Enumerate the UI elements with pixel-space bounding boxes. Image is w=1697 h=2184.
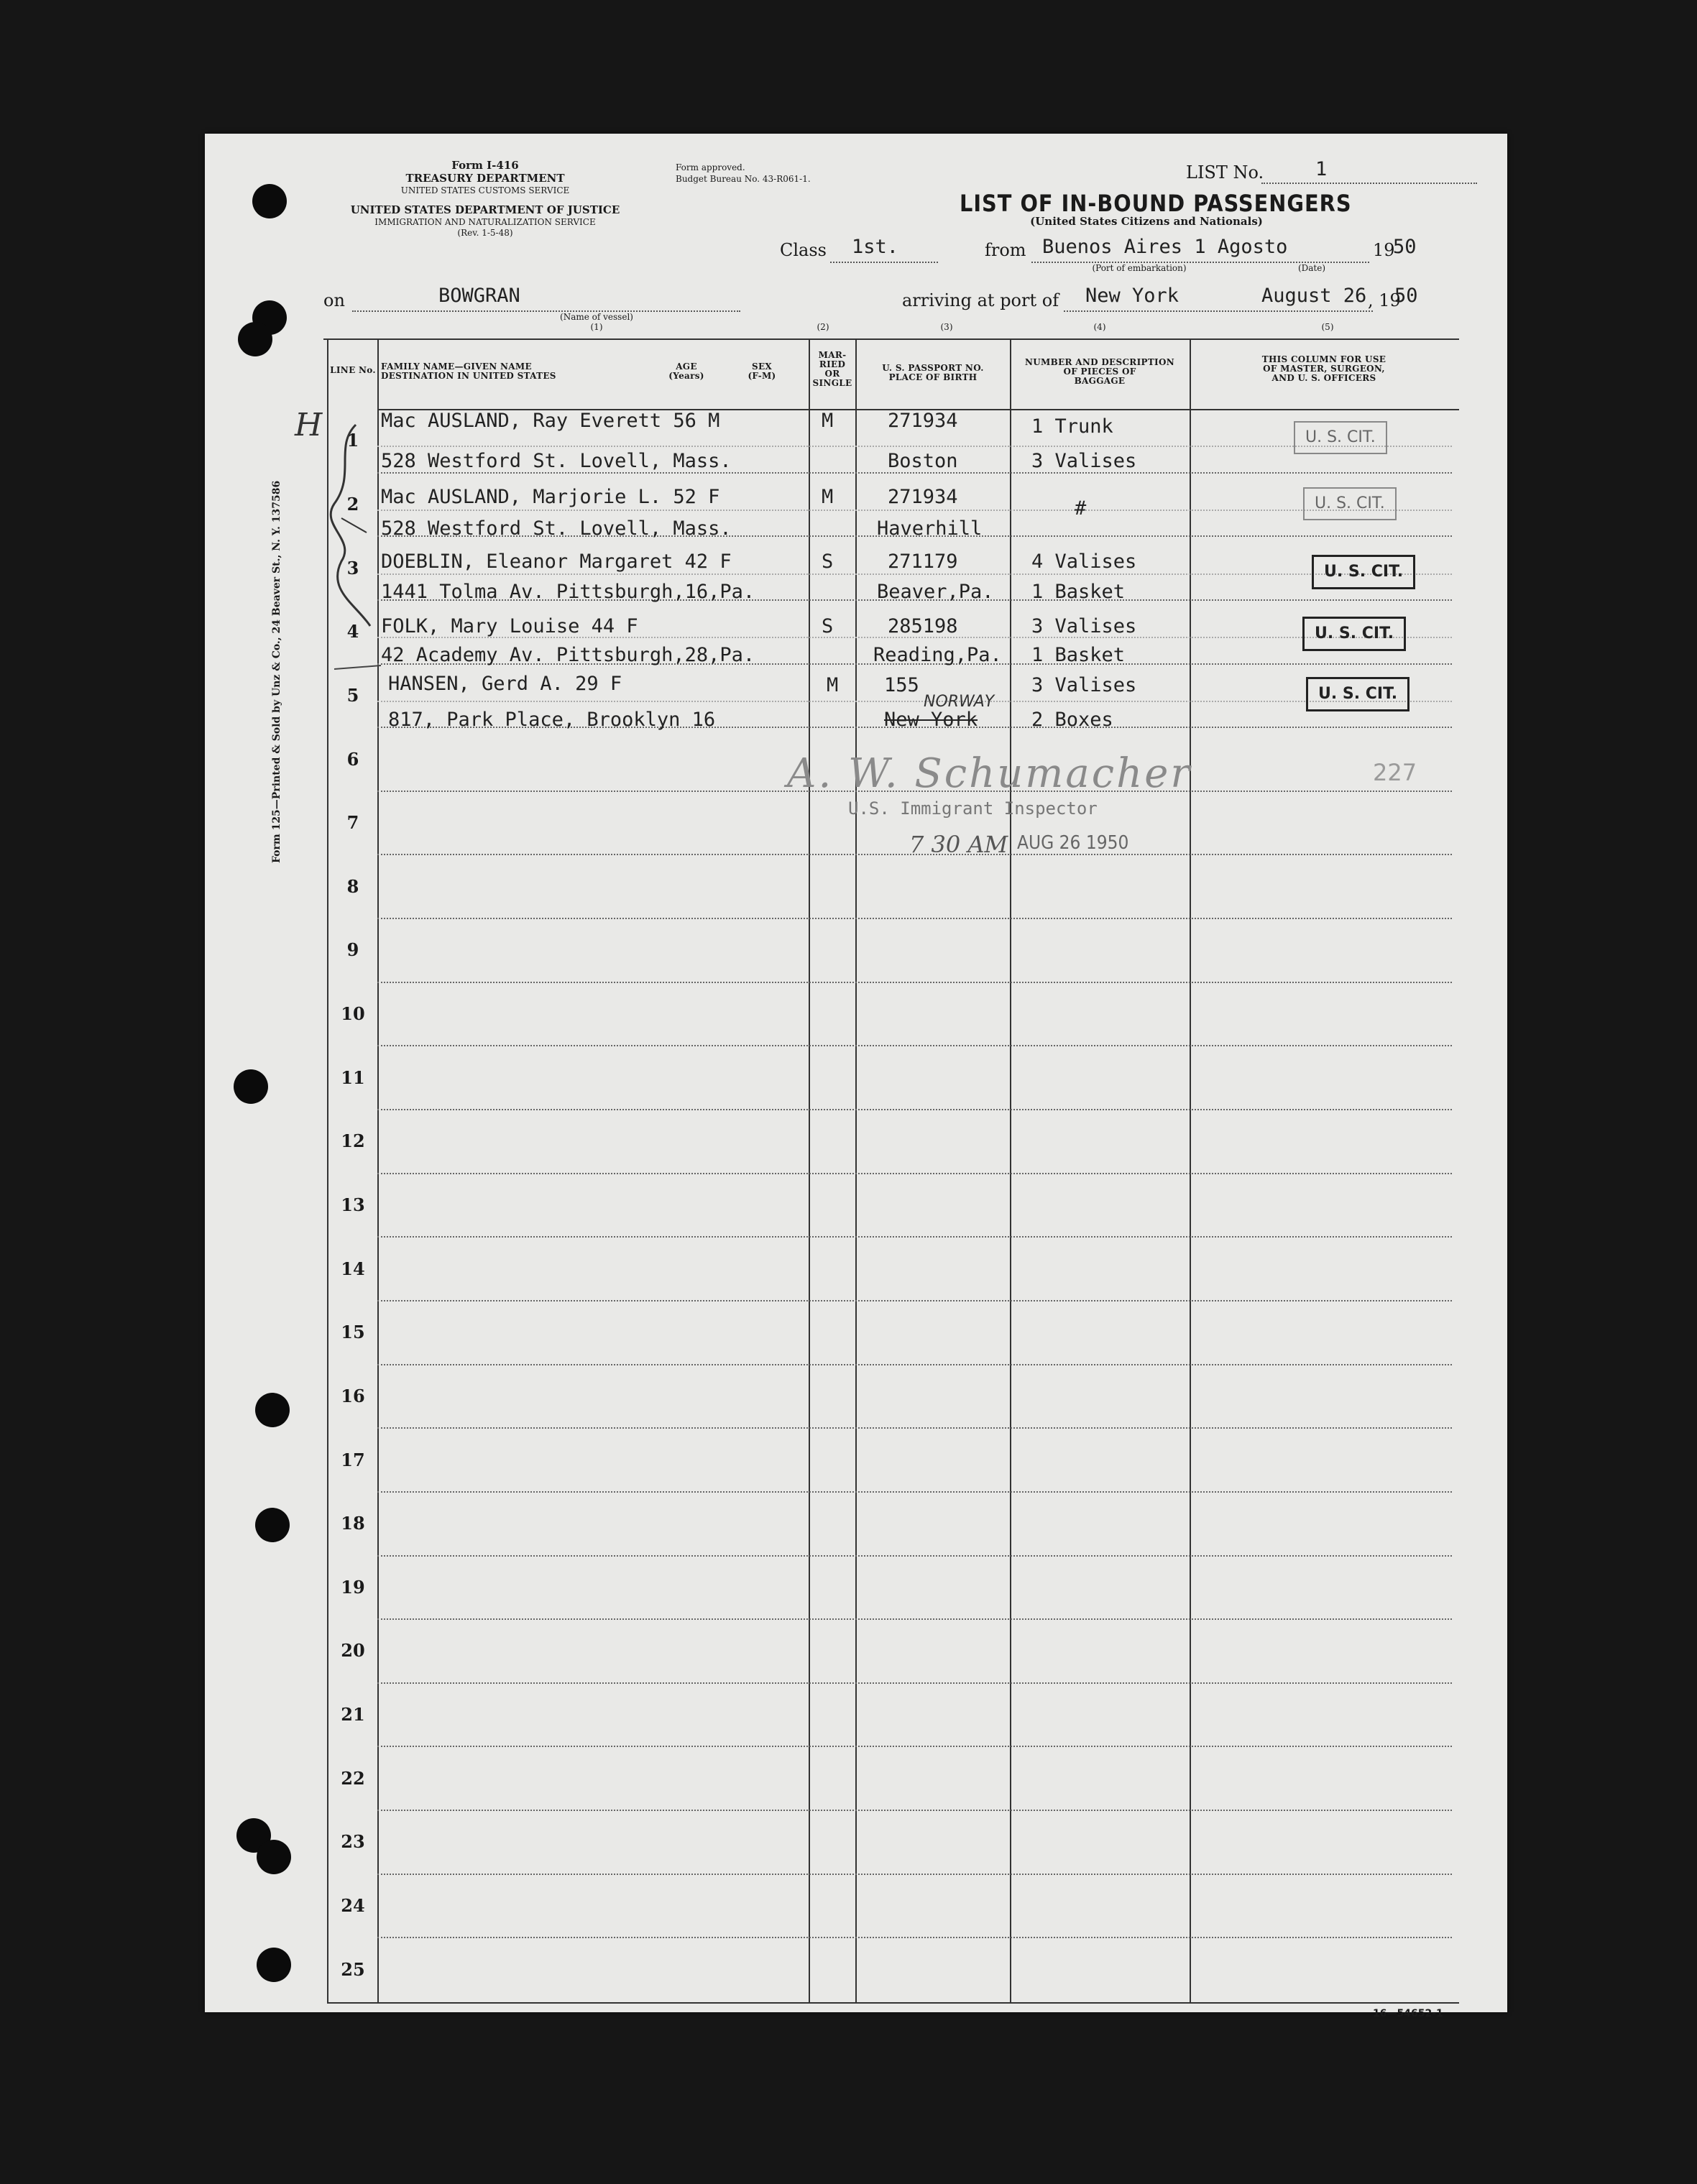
passenger-destination: 528 Westford St. Lovell, Mass. <box>381 517 732 540</box>
line-number: 21 <box>341 1704 365 1725</box>
row-line <box>377 1491 1452 1493</box>
passenger-destination: 1441 Tolma Av. Pittsburgh,16,Pa. <box>381 581 755 603</box>
port-caption: (Port of embarkation) <box>1092 263 1187 273</box>
line-number: 20 <box>341 1640 365 1662</box>
place-of-birth: Reading,Pa. <box>873 644 1002 666</box>
page-subtitle: (United States Citizens and Nationals) <box>1030 215 1263 228</box>
line-number: 12 <box>341 1130 365 1152</box>
citizen-stamp: U. S. CIT. <box>1303 487 1397 520</box>
marital-status: S <box>822 615 834 637</box>
col-num-2: (2) <box>817 322 829 332</box>
class-value: 1st. <box>852 236 899 258</box>
budget-bureau: Budget Bureau No. 43-R061-1. <box>676 174 811 184</box>
footer-code: 16—54652-1 <box>1373 2008 1443 2019</box>
line-number: 1 <box>346 430 359 451</box>
baggage-line-1: 4 Valises <box>1031 550 1137 573</box>
justice-dept: UNITED STATES DEPARTMENT OF JUSTICE <box>350 203 620 216</box>
passenger-destination: 817, Park Place, Brooklyn 16 <box>388 709 716 731</box>
row-subline <box>377 701 1452 702</box>
baggage-line-1: 1 Trunk <box>1031 415 1113 438</box>
row-line <box>377 1173 1452 1174</box>
manifest-sheet <box>205 134 1507 2019</box>
passport-col-divider <box>1010 338 1011 2004</box>
married-col-divider <box>855 338 857 2004</box>
baggage-line-2: 1 Basket <box>1031 644 1126 666</box>
line-number: 9 <box>346 939 359 961</box>
arrival-year-prefix: , 19 <box>1368 290 1401 310</box>
line-number: 17 <box>341 1449 365 1470</box>
line-number: 23 <box>341 1831 365 1853</box>
col-header-name: FAMILY NAME—GIVEN NAME DESTINATION IN UNITED STATES <box>381 361 556 381</box>
row-line <box>377 1364 1452 1365</box>
row-line <box>377 1427 1452 1429</box>
page-number-mark: 227 <box>1373 759 1417 786</box>
printer-imprint: Form 125—Printed & Sold by Unz & Co., 24 Beaver St., N. Y. 137586 <box>271 480 282 863</box>
col-header-passport: U. S. PASSPORT NO. PLACE OF BIRTH <box>882 363 984 382</box>
passenger-name: Mac AUSLAND, Marjorie L. 52 F <box>381 486 720 508</box>
citizen-stamp: U. S. CIT. <box>1312 555 1415 589</box>
margin-bracket-mark: H <box>295 407 323 443</box>
inspector-title: U.S. Immigrant Inspector <box>848 798 1098 819</box>
passport-number: 271934 <box>888 486 958 508</box>
row-line <box>377 1874 1452 1875</box>
citizen-stamp: U. S. CIT. <box>1294 421 1387 454</box>
line-number: 24 <box>341 1895 365 1917</box>
inspector-signature: A. W. Schumacher <box>787 750 1192 797</box>
revision: (Rev. 1-5-48) <box>457 228 513 238</box>
arrival-port: New York <box>1085 285 1179 307</box>
list-no-line <box>1261 183 1477 184</box>
line-number: 16 <box>341 1385 365 1406</box>
line-number: 11 <box>341 1066 365 1088</box>
inspection-time: 7 30 AM <box>909 831 1008 858</box>
punch-hole <box>257 1840 291 1874</box>
line-number: 15 <box>341 1322 365 1343</box>
arrival-line <box>1064 310 1373 312</box>
col-header-sex: SEX (F-M) <box>748 361 776 381</box>
arrival-year: 50 <box>1394 285 1418 307</box>
col-header-officers: THIS COLUMN FOR USE OF MASTER, SURGEON, AND U. S. OFFICERS <box>1261 354 1386 383</box>
place-of-birth: Beaver,Pa. <box>877 581 994 603</box>
birth-correction-note: NORWAY <box>924 693 995 711</box>
marital-status: M <box>822 410 834 432</box>
class-line <box>830 262 938 263</box>
year-prefix: 19 <box>1373 240 1395 260</box>
baggage-line-1: 3 Valises <box>1031 615 1137 637</box>
row-line <box>377 1109 1452 1110</box>
line-number: 5 <box>346 684 359 706</box>
line-number: 2 <box>346 493 359 515</box>
row-line <box>377 1937 1452 1938</box>
date-caption: (Date) <box>1297 263 1326 273</box>
from-label: from <box>985 240 1026 260</box>
arriving-label: arriving at port of <box>902 290 1059 310</box>
line-number: 22 <box>341 1767 365 1789</box>
punch-hole <box>257 1948 291 1982</box>
baggage-line-2: 2 Boxes <box>1031 709 1113 731</box>
name-col-divider <box>809 338 810 2004</box>
marital-status: M <box>822 486 834 508</box>
passenger-name: DOEBLIN, Eleanor Margaret 42 F <box>381 550 732 573</box>
punch-hole <box>234 1069 268 1104</box>
row-line <box>377 982 1452 983</box>
citizen-stamp: U. S. CIT. <box>1302 617 1406 651</box>
passport-number: 271179 <box>888 550 958 573</box>
row-line <box>377 1555 1452 1557</box>
line-number: 6 <box>346 748 359 770</box>
passenger-destination: 528 Westford St. Lovell, Mass. <box>381 450 732 472</box>
treasury-dept: TREASURY DEPARTMENT <box>405 172 565 185</box>
row-subline <box>377 510 1452 511</box>
row-line <box>377 1236 1452 1238</box>
form-approved: Form approved. <box>676 162 745 172</box>
class-label: Class <box>780 240 827 260</box>
list-no-label: LIST No. <box>1186 162 1264 183</box>
passenger-name: Mac AUSLAND, Ray Everett 56 M <box>381 410 720 432</box>
vessel-col-num: (1) <box>590 322 603 332</box>
marital-status: M <box>827 674 839 696</box>
ins-service: IMMIGRATION AND NATURALIZATION SERVICE <box>374 217 596 227</box>
table-bottom-border <box>327 2002 1459 2004</box>
line-number: 10 <box>341 1003 365 1025</box>
line-number: 4 <box>346 621 359 642</box>
passenger-name: HANSEN, Gerd A. 29 F <box>388 673 622 695</box>
col-num-5: (5) <box>1321 322 1334 332</box>
table-top-border <box>323 338 1459 340</box>
place-of-birth: Boston <box>888 450 958 472</box>
passenger-destination: 42 Academy Av. Pittsburgh,28,Pa. <box>381 644 755 666</box>
inspection-date-stamp: AUG 26 1950 <box>1017 832 1129 854</box>
col-num-4: (4) <box>1093 322 1106 332</box>
list-no-value: 1 <box>1315 158 1328 180</box>
year-value: 50 <box>1393 236 1417 258</box>
punch-hole <box>252 184 287 218</box>
line-number: 14 <box>341 1258 365 1279</box>
baggage-line-2: 1 Basket <box>1031 581 1126 603</box>
baggage-line-1: 3 Valises <box>1031 674 1137 696</box>
place-of-birth: New York <box>884 709 978 731</box>
margin-bracket <box>313 418 385 683</box>
line-number: 13 <box>341 1194 365 1215</box>
marital-status: S <box>822 550 834 573</box>
baggage-line-2: 3 Valises <box>1031 450 1137 472</box>
row-line <box>377 1682 1452 1684</box>
row-line <box>377 1810 1452 1811</box>
row-line <box>377 918 1452 919</box>
punch-hole <box>238 322 272 356</box>
col-header-age: AGE (Years) <box>668 361 704 381</box>
row-line <box>377 1045 1452 1046</box>
passenger-name: FOLK, Mary Louise 44 F <box>381 615 638 637</box>
baggage-ditto-mark: # <box>1075 497 1087 520</box>
citizen-stamp: U. S. CIT. <box>1306 677 1409 711</box>
row-subline <box>377 573 1452 575</box>
col-header-line: LINE No. <box>330 365 376 375</box>
place-of-birth: Haverhill <box>877 517 983 540</box>
line-number: 18 <box>341 1513 365 1534</box>
passport-number: 271934 <box>888 410 958 432</box>
passport-number: 155 <box>884 674 919 696</box>
punch-hole <box>255 1508 290 1542</box>
line-number: 7 <box>346 812 359 834</box>
row-subline <box>377 446 1452 447</box>
form-number: Form I-416 <box>451 159 519 172</box>
row-line <box>377 1300 1452 1301</box>
col-header-married: MAR- RIED OR SINGLE <box>812 350 852 388</box>
page-title: LIST OF IN-BOUND PASSENGERS <box>960 190 1352 217</box>
baggage-col-divider <box>1190 338 1191 2004</box>
arrival-date: August 26 <box>1261 285 1367 307</box>
vessel-caption: (Name of vessel) <box>560 312 633 322</box>
row-line <box>377 1618 1452 1620</box>
punch-hole <box>255 1393 290 1427</box>
on-label: on <box>323 290 345 310</box>
line-number: 25 <box>341 1958 365 1980</box>
line-number: 19 <box>341 1576 365 1598</box>
passport-number: 285198 <box>888 615 958 637</box>
from-value: Buenos Aires 1 Agosto <box>1042 236 1288 258</box>
col-num-3: (3) <box>940 322 953 332</box>
vessel-name: BOWGRAN <box>438 285 520 307</box>
row-line <box>377 1746 1452 1747</box>
customs-service: UNITED STATES CUSTOMS SERVICE <box>400 185 570 195</box>
line-number: 3 <box>346 557 359 579</box>
line-number: 8 <box>346 875 359 897</box>
col-header-baggage: NUMBER AND DESCRIPTION OF PIECES OF BAGGAGE <box>1025 357 1174 386</box>
